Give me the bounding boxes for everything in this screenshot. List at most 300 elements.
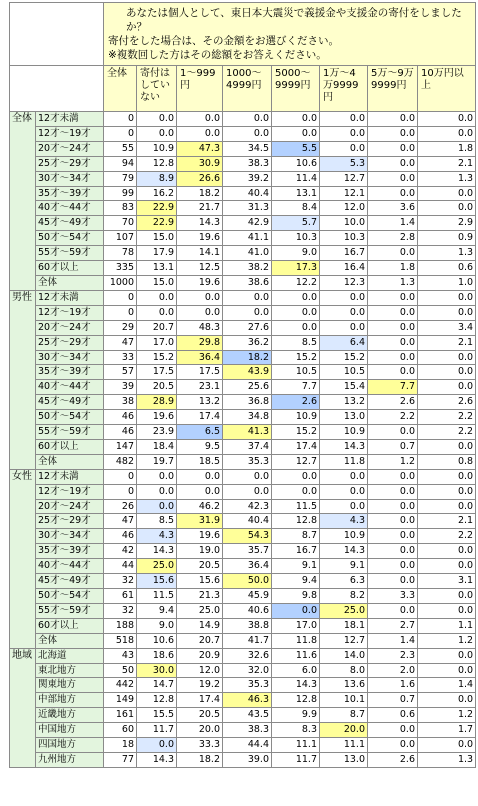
percent-cell: 20.0 [177,723,223,738]
row-label: 60才以上 [36,439,104,454]
percent-cell: 10.5 [320,365,368,380]
percent-cell: 1.1 [418,618,476,633]
count-cell: 442 [104,678,137,693]
percent-cell: 1.2 [368,454,418,469]
percent-cell: 42.3 [223,499,272,514]
percent-cell: 0.0 [320,499,368,514]
table-row [10,171,476,186]
count-cell: 44 [104,559,137,574]
percent-cell: 0.0 [272,320,320,335]
percent-cell: 1.2 [418,633,476,648]
count-cell: 38 [104,395,137,410]
percent-cell: 19.6 [137,410,177,425]
percent-cell: 40.4 [223,186,272,201]
percent-cell: 25.0 [177,603,223,618]
row-label: 全体 [36,275,104,290]
percent-cell: 11.1 [320,738,368,753]
percent-cell: 12.8 [272,693,320,708]
count-cell: 1000 [104,275,137,290]
percent-cell: 0.0 [223,469,272,484]
table-row [10,320,476,335]
donation-table [9,2,476,768]
percent-cell: 39.0 [223,752,272,767]
table-row [10,723,476,738]
percent-cell: 8.7 [272,529,320,544]
percent-cell: 41.3 [223,425,272,440]
table-row [10,559,476,574]
percent-cell: 22.9 [137,216,177,231]
percent-cell: 8.9 [137,171,177,186]
percent-cell: 0.6 [368,708,418,723]
percent-cell: 41.0 [223,246,272,261]
percent-cell: 47.3 [177,141,223,156]
percent-cell: 45.9 [223,589,272,604]
percent-cell: 15.2 [137,350,177,365]
percent-cell: 0.8 [418,454,476,469]
table-row [10,514,476,529]
count-cell: 29 [104,320,137,335]
percent-cell: 0.0 [177,305,223,320]
table-row [10,454,476,469]
percent-cell: 19.6 [177,275,223,290]
question-line: 寄付をした場合は、その金額をお選びください。 [108,35,339,47]
percent-cell: 9.0 [137,618,177,633]
row-label: 関東地方 [36,678,104,693]
percent-cell: 0.0 [177,484,223,499]
percent-cell: 10.3 [272,231,320,246]
percent-cell: 0.0 [223,305,272,320]
percent-cell: 27.6 [223,320,272,335]
group-label: 男性 [10,290,36,469]
table-row [10,678,476,693]
percent-cell: 1.3 [418,752,476,767]
percent-cell: 41.1 [223,231,272,246]
table-row [10,618,476,633]
percent-cell: 36.4 [223,559,272,574]
percent-cell: 11.6 [272,648,320,663]
percent-cell: 0.0 [368,484,418,499]
percent-cell: 6.3 [320,574,368,589]
percent-cell: 9.4 [137,603,177,618]
percent-cell: 0.0 [177,112,223,127]
percent-cell: 5.3 [320,156,368,171]
percent-cell: 5.5 [272,141,320,156]
percent-cell: 0.0 [137,305,177,320]
percent-cell: 2.1 [418,156,476,171]
column-header: 10万円以上 [418,66,476,112]
percent-cell: 42.9 [223,216,272,231]
percent-cell: 31.3 [223,201,272,216]
percent-cell: 18.4 [137,439,177,454]
percent-cell: 0.0 [368,365,418,380]
percent-cell: 34.8 [223,410,272,425]
percent-cell: 0.0 [368,186,418,201]
percent-cell: 0.0 [223,112,272,127]
percent-cell: 0.0 [137,499,177,514]
percent-cell: 17.0 [137,335,177,350]
row-label: 全体 [36,633,104,648]
percent-cell: 14.3 [137,752,177,767]
percent-cell: 25.6 [223,380,272,395]
percent-cell: 7.7 [272,380,320,395]
percent-cell: 15.4 [320,380,368,395]
percent-cell: 12.0 [320,201,368,216]
percent-cell: 0.0 [368,171,418,186]
row-label: 25才～29才 [36,335,104,350]
percent-cell: 9.4 [272,574,320,589]
row-label: 30才～34才 [36,350,104,365]
corner-cell [10,3,104,66]
column-header: 全体 [104,66,137,112]
percent-cell: 11.7 [272,752,320,767]
percent-cell: 23.1 [177,380,223,395]
count-cell: 46 [104,410,137,425]
percent-cell: 11.8 [272,633,320,648]
percent-cell: 15.2 [272,350,320,365]
row-label: 40才～44才 [36,201,104,216]
percent-cell: 14.9 [177,618,223,633]
percent-cell: 14.3 [320,544,368,559]
percent-cell: 15.5 [137,708,177,723]
percent-cell: 1.8 [368,261,418,276]
percent-cell: 30.9 [177,156,223,171]
percent-cell: 0.0 [320,112,368,127]
table-row [10,469,476,484]
table-row [10,425,476,440]
row-label: 55才～59才 [36,246,104,261]
table-row [10,305,476,320]
row-label: 12才～19才 [36,305,104,320]
percent-cell: 36.2 [223,335,272,350]
table-row [10,439,476,454]
table-row [10,648,476,663]
percent-cell: 33.3 [177,738,223,753]
percent-cell: 0.0 [418,126,476,141]
percent-cell: 18.2 [177,186,223,201]
table-row [10,708,476,723]
percent-cell: 17.9 [137,246,177,261]
percent-cell: 54.3 [223,529,272,544]
percent-cell: 18.2 [223,350,272,365]
percent-cell: 8.3 [272,723,320,738]
percent-cell: 0.0 [368,514,418,529]
percent-cell: 0.0 [137,126,177,141]
percent-cell: 0.0 [418,350,476,365]
percent-cell: 13.0 [320,752,368,767]
percent-cell: 0.0 [418,603,476,618]
percent-cell: 6.0 [272,663,320,678]
percent-cell: 0.0 [272,484,320,499]
count-cell: 107 [104,231,137,246]
percent-cell: 19.6 [177,231,223,246]
row-label: 55才～59才 [36,603,104,618]
percent-cell: 38.6 [223,275,272,290]
percent-cell: 20.5 [137,380,177,395]
percent-cell: 0.0 [368,574,418,589]
percent-cell: 12.5 [177,261,223,276]
table-row [10,335,476,350]
percent-cell: 7.7 [368,380,418,395]
percent-cell: 16.2 [137,186,177,201]
percent-cell: 32.0 [223,663,272,678]
percent-cell: 2.2 [418,425,476,440]
row-label: 40才～44才 [36,559,104,574]
count-cell: 0 [104,469,137,484]
percent-cell: 0.0 [418,738,476,753]
percent-cell: 10.9 [320,529,368,544]
group-label: 女性 [10,469,36,648]
percent-cell: 14.3 [137,544,177,559]
percent-cell: 0.9 [418,231,476,246]
percent-cell: 0.0 [368,350,418,365]
percent-cell: 15.2 [320,350,368,365]
percent-cell: 2.2 [368,410,418,425]
percent-cell: 0.0 [418,469,476,484]
percent-cell: 48.3 [177,320,223,335]
count-cell: 70 [104,216,137,231]
table-row [10,186,476,201]
percent-cell: 11.1 [272,738,320,753]
percent-cell: 0.0 [368,126,418,141]
count-cell: 482 [104,454,137,469]
percent-cell: 3.6 [368,201,418,216]
count-cell: 0 [104,126,137,141]
percent-cell: 0.0 [418,439,476,454]
percent-cell: 3.3 [368,589,418,604]
table-row [10,141,476,156]
percent-cell: 35.3 [223,454,272,469]
percent-cell: 1.2 [418,708,476,723]
percent-cell: 17.4 [272,439,320,454]
table-row [10,216,476,231]
percent-cell: 9.8 [272,589,320,604]
percent-cell: 0.0 [177,126,223,141]
percent-cell: 10.3 [320,231,368,246]
percent-cell: 12.0 [177,663,223,678]
percent-cell: 0.0 [177,469,223,484]
percent-cell: 0.0 [368,290,418,305]
count-cell: 0 [104,290,137,305]
percent-cell: 0.0 [418,365,476,380]
percent-cell: 6.5 [177,425,223,440]
count-cell: 518 [104,633,137,648]
percent-cell: 2.1 [418,335,476,350]
percent-cell: 2.2 [418,529,476,544]
count-cell: 79 [104,171,137,186]
percent-cell: 12.7 [320,633,368,648]
percent-cell: 0.0 [223,290,272,305]
table-row [10,380,476,395]
count-cell: 61 [104,589,137,604]
percent-cell: 13.0 [320,410,368,425]
table-row [10,156,476,171]
percent-cell: 38.2 [223,261,272,276]
group-label: 地域 [10,648,36,767]
percent-cell: 26.6 [177,171,223,186]
percent-cell: 1.4 [368,216,418,231]
percent-cell: 12.3 [320,275,368,290]
row-label: 中部地方 [36,693,104,708]
percent-cell: 2.3 [368,648,418,663]
percent-cell: 11.4 [272,171,320,186]
row-label: 東北地方 [36,663,104,678]
row-label: 60才以上 [36,261,104,276]
percent-cell: 0.0 [137,290,177,305]
count-cell: 60 [104,723,137,738]
percent-cell: 16.4 [320,261,368,276]
percent-cell: 12.8 [137,156,177,171]
percent-cell: 19.2 [177,678,223,693]
percent-cell: 0.0 [272,603,320,618]
percent-cell: 0.0 [272,305,320,320]
percent-cell: 0.0 [418,663,476,678]
percent-cell: 4.3 [137,529,177,544]
percent-cell: 0.0 [368,425,418,440]
percent-cell: 23.9 [137,425,177,440]
percent-cell: 11.5 [137,589,177,604]
table-row [10,261,476,276]
row-label: 12才未満 [36,112,104,127]
percent-cell: 0.0 [320,320,368,335]
percent-cell: 1.4 [418,678,476,693]
count-cell: 0 [104,112,137,127]
percent-cell: 21.7 [177,201,223,216]
count-cell: 0 [104,484,137,499]
percent-cell: 0.0 [320,290,368,305]
percent-cell: 8.5 [272,335,320,350]
percent-cell: 17.3 [272,261,320,276]
percent-cell: 20.7 [177,633,223,648]
percent-cell: 39.2 [223,171,272,186]
percent-cell: 8.4 [272,201,320,216]
percent-cell: 17.4 [177,693,223,708]
percent-cell: 18.2 [177,752,223,767]
percent-cell: 13.1 [137,261,177,276]
row-label: 45才～49才 [36,574,104,589]
percent-cell: 25.0 [137,559,177,574]
percent-cell: 20.5 [177,708,223,723]
column-header: 1000～4999円 [223,66,272,112]
percent-cell: 12.7 [320,171,368,186]
percent-cell: 17.5 [137,365,177,380]
percent-cell: 10.5 [272,365,320,380]
percent-cell: 0.0 [223,484,272,499]
percent-cell: 15.0 [137,231,177,246]
percent-cell: 2.6 [418,395,476,410]
count-cell: 149 [104,693,137,708]
percent-cell: 0.0 [137,484,177,499]
percent-cell: 0.7 [368,439,418,454]
table-row [10,752,476,767]
percent-cell: 0.0 [137,738,177,753]
row-label: 20才～24才 [36,141,104,156]
percent-cell: 12.7 [272,454,320,469]
percent-cell: 8.0 [320,663,368,678]
count-cell: 83 [104,201,137,216]
percent-cell: 14.3 [177,216,223,231]
percent-cell: 0.0 [320,469,368,484]
percent-cell: 22.9 [137,201,177,216]
percent-cell: 16.7 [320,246,368,261]
row-label: 45才～49才 [36,395,104,410]
table-row [10,738,476,753]
count-cell: 46 [104,529,137,544]
table-row [10,410,476,425]
percent-cell: 20.7 [137,320,177,335]
percent-cell: 0.6 [418,261,476,276]
percent-cell: 15.6 [177,574,223,589]
percent-cell: 11.8 [320,454,368,469]
row-label: 20才～24才 [36,499,104,514]
row-label: 九州地方 [36,752,104,767]
percent-cell: 35.3 [223,678,272,693]
percent-cell: 1.6 [368,678,418,693]
percent-cell: 0.0 [320,141,368,156]
percent-cell: 0.0 [418,693,476,708]
count-cell: 47 [104,335,137,350]
percent-cell: 0.0 [418,648,476,663]
percent-cell: 0.0 [177,290,223,305]
row-label: 50才～54才 [36,231,104,246]
percent-cell: 12.2 [272,275,320,290]
row-label: 25才～29才 [36,156,104,171]
percent-cell: 1.3 [418,171,476,186]
percent-cell: 1.3 [418,246,476,261]
percent-cell: 15.2 [272,425,320,440]
row-label: 35才～39才 [36,544,104,559]
percent-cell: 1.3 [368,275,418,290]
row-label: 12才未満 [36,469,104,484]
percent-cell: 0.0 [320,484,368,499]
percent-cell: 13.6 [320,678,368,693]
count-cell: 33 [104,350,137,365]
percent-cell: 12.1 [320,186,368,201]
percent-cell: 13.2 [320,395,368,410]
row-label: 40才～44才 [36,380,104,395]
percent-cell: 0.0 [368,469,418,484]
percent-cell: 16.7 [272,544,320,559]
percent-cell: 0.0 [223,126,272,141]
percent-cell: 29.8 [177,335,223,350]
table-row [10,529,476,544]
percent-cell: 1.8 [418,141,476,156]
percent-cell: 10.9 [272,410,320,425]
percent-cell: 14.3 [320,439,368,454]
table-row [10,499,476,514]
percent-cell: 41.7 [223,633,272,648]
percent-cell: 0.0 [368,246,418,261]
percent-cell: 2.0 [368,663,418,678]
table-row [10,350,476,365]
percent-cell: 17.0 [272,618,320,633]
table-row [10,544,476,559]
percent-cell: 0.0 [368,723,418,738]
count-cell: 26 [104,499,137,514]
count-cell: 32 [104,603,137,618]
percent-cell: 35.7 [223,544,272,559]
percent-cell: 10.9 [137,141,177,156]
count-cell: 50 [104,663,137,678]
percent-cell: 3.1 [418,574,476,589]
percent-cell: 2.6 [272,395,320,410]
row-label: 12才～19才 [36,484,104,499]
percent-cell: 10.9 [320,425,368,440]
percent-cell: 0.0 [368,544,418,559]
percent-cell: 2.1 [418,514,476,529]
percent-cell: 43.5 [223,708,272,723]
percent-cell: 34.5 [223,141,272,156]
table-row [10,693,476,708]
